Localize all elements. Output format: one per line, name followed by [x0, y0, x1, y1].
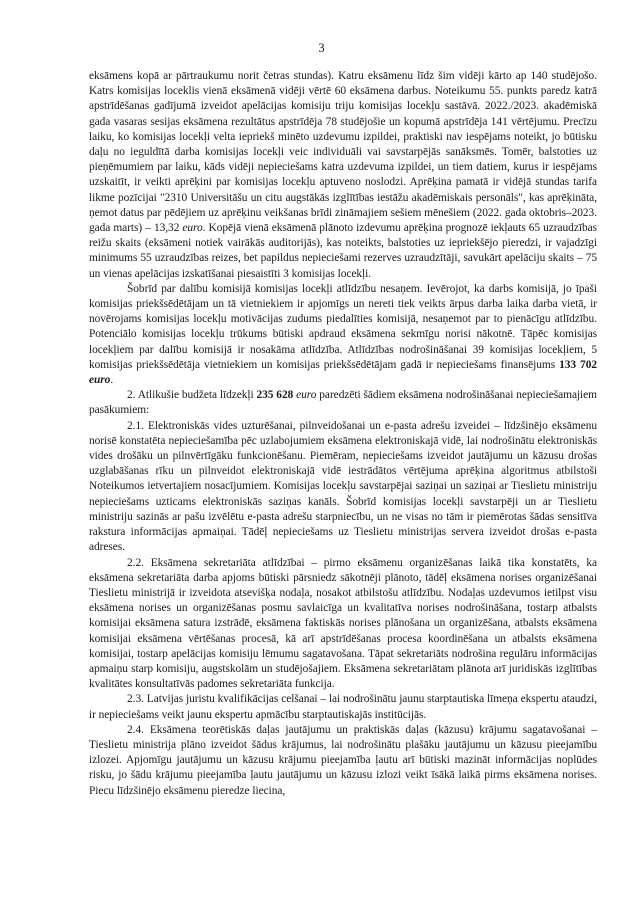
paragraph: [89, 723, 597, 799]
paragraph-text: 2.3. Latvijas juristu kvalifikācijas celšanai – lai nodrošinātu jaunu starptautiska līmeņa ekspertu ataudzi, ir nepieciešams veikt jaunu ekspertu apmācību starptautiskajās institūcijās.: [89, 693, 597, 721]
paragraph: [89, 556, 597, 693]
paragraph: [89, 282, 597, 388]
paragraph-text: eksāmens kopā ar pārtraukumu norit četras stundas). Katru eksāmenu līdz šim vidēji kārto ap 140 studējošo. Katrs komisijas loceklis vienā eksāmenā vidēji vērtē 60 eksāmena darbus. Noteikumu 55. punkts paredz katrā apstrīdēšanas gadījumā izveidot apelācijas komisiju triju komisijas locekļu sastāvā. 2022./2023. akadēmiskā gada vasaras sesijas eksāmena rezultātus apstrīdēja 78 studējošie un kopumā apstrīdēja 141 vērtējumu. Precīzu laiku, ko komisijas locekļi velta iepriekš minēto uzdevumu izpildei, praktiski nav iespējams noteikt, jo būtisku daļu no ieguldītā darba komisijas locekļi veic individuāli vai savstarpējās sanāksmēs. Tomēr, balstoties uz pieņēmumiem par laiku, kāds vidēji nepieciešams katra uzdevuma izpildei, un tiem datiem, kurus ir iespējams uzskaitīt, ir veikti aprēķini par komisijas locekļu aptuveno noslodzi. Aprēķina pamatā ir vidējā stundas tarifa likme pozīcijai "2310 Universitāšu un citu augstākās izglītības iestāžu akadēmiskais personāls", kas aprēķināta, ņemot datus par pēdējiem uz aprēķinu veikšanas brīdi zināmajiem sešiem mēnešiem (2022. gada oktobris–2023. gada marts) – 13,32: [89, 70, 597, 235]
document-body: [89, 69, 597, 799]
paragraph-text: paredzēti šādiem eksāmena nodrošināšanai nepieciešamajiem pasākumiem:: [89, 389, 597, 417]
paragraph: [89, 692, 597, 722]
paragraph-text: .: [110, 374, 114, 387]
paragraph-text: 2.1. Elektroniskās vides uzturēšanai, pilnveidošanai un e-pasta adrešu izveidei – līdzšinējo eksāmenu norisē konstatēta nepieciešamība pēc uzlabojumiem eksāmena elektroniskajā vidē, lai nodrošinātu elektroniskās vides drošāku un pilnvērtīgāku funkcionēšanu. Piemēram, nepieciešams izveidot jautājumu un kāzusu drošas uzglabāšanas rīku un pilnveidot elektroniskajā vidē iestrādātos vērtējuma aprēķina algoritmus atbilstoši Noteikumos ietvertajiem nosacījumiem. Komisijas locekļu savstarpējai saziņai un saziņai ar Tieslietu ministriju nepieciešams uzticams elektroniskās saziņas kanāls. Šobrīd komisijas locekļi savstarpēji un ar Tieslietu ministriju sazinās ar pašu izvēlētu e-pasta adrešu starpniecību, un ne visas no tām ir piemērotas šādas sensitīva rakstura informācijas apmaiņai. Tādēļ nepieciešams uz Tieslietu ministrijas servera izveidot drošas e-pasta adreses.: [89, 419, 597, 554]
paragraph-text: euro: [89, 374, 111, 387]
paragraph-text: euro: [296, 389, 317, 402]
page-number: 3: [318, 41, 325, 55]
paragraph-text: Šobrīd par dalību komisijā komisijas locekļi atlīdzību nesaņem. Ievērojot, ka darbs komisijā, jo īpaši komisijas priekšsēdētājam un tā vietniekiem ir apjomīgs un nereti tiek veikts ārpus darba laika darba vietā, ir novērojams komisijas locekļu motivācijas zudums piedalīties komisijā, nesaņemot par to pienācīgu atlīdzību. Potenciālo komisijas locekļu trūkums būtiski apdraud eksāmena sekmīgu norisi nākotnē. Tāpēc komisijas locekļiem par dalību komisijā ir nosakāma atlīdzība. Atlīdzības nodrošināšanai 39 komisijas locekļiem, 5 komisijas priekšsēdētāja vietniekiem un komisijas priekšsēdētājam gadā ir nepieciešams finansējums: [89, 282, 597, 371]
paragraph-text: euro: [182, 222, 203, 235]
paragraph: [89, 419, 597, 556]
paragraph: [89, 388, 597, 418]
paragraph: [89, 69, 597, 282]
paragraph-text: 2.2. Eksāmena sekretariāta atlīdzībai – pirmo eksāmenu organizēšanas laikā tika konstatēts, ka eksāmena sekretariāta darba apjoms būtiski pārsniedz sākotnēji plānoto, tādēļ eksāmena norises organizēšanai Tieslietu ministrijā ir izveidota atsevišķa nodaļa, nosakot atbilstošu atlīdzību. Nodaļas uzdevumos ietilpst visu eksāmena norises un organizēšanas posmu savlaicīga un kvalitatīva norises nodrošināšana, tostarp atbalsts komisijai eksāmena satura izstrādē, eksāmena faktiskās norises plānošana un organizēšana, atbalsts eksāmena komisijai eksāmena vērtēšanas procesā, kā arī apstrīdēšanas procesa koordinēšana un atbalsts eksāmena komisijai, tostarp apelācijas komisiju lēmumu sagatavošana. Tāpat sekretariāts nodrošina regulāru informācijas apmaiņu starp komisiju, augstskolām un studējošajiem. Eksāmena sekretariātam plānota arī juridiskās izglītības kvalitātes konsultatīvās padomes sekretariāta funkcija.: [89, 556, 597, 691]
paragraph-text: 2. Atlikušie budžeta līdzekļi: [127, 389, 257, 402]
paragraph-text: 2.4. Eksāmena teorētiskās daļas jautājumu un praktiskās daļas (kāzusu) krājumu sagatavošanai – Tieslietu ministrija plāno izveidot šādus krājumus, lai nodrošinātu plašāku jautājumu un kāzusu pieejamību izlozei. Apjomīgu jautājumu un kāzusu krājumu pieejamība ļautu arī būtiski mazināt informācijas noplūdes risku, jo šādu krājumu pieejamība ļautu jautājumu un kāzusu izlozi veikt īsākā laikā pirms eksāmena norises. Piecu līdzšinējo eksāmenu pieredze liecina,: [89, 723, 597, 797]
paragraph-text: 235 628: [256, 389, 294, 402]
paragraph-text: 133 702: [559, 358, 597, 371]
paragraph-text: . Kopējā vienā eksāmenā plānoto izdevumu aprēķina prognozē iekļauts 65 uzraudzības reižu skaits (eksāmeni notiek vairākās auditorijās), kas noteikts, balstoties uz iepriekšējo pieredzi, ir vajadzīgi minimums 55 uzraudzības reizes, bet papildus nepieciešami rezerves uzraudzītāji, savukārt apelāciju skaits – 75 un vienas apelācijas izskatīšanai piesaistīti 3 komisijas locekļi.: [89, 222, 597, 280]
